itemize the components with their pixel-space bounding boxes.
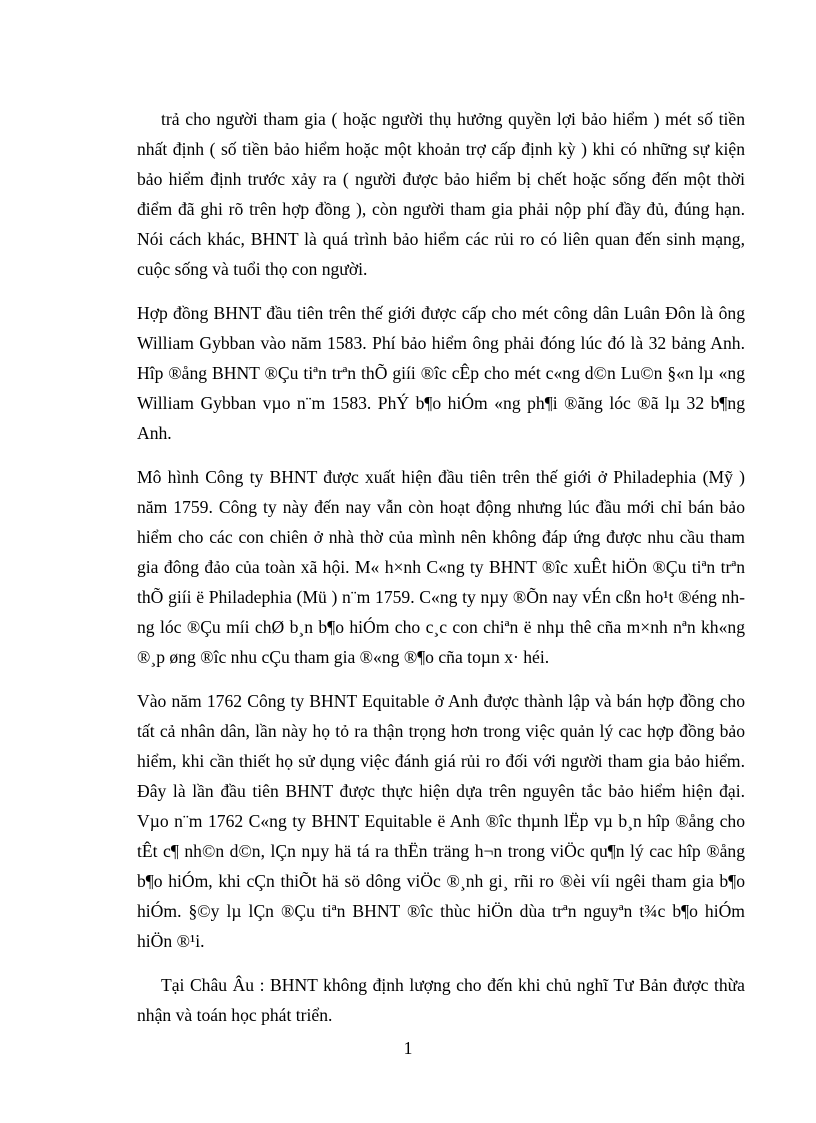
paragraph-equitable: Vào năm 1762 Công ty BHNT Equitable ở Anh được thành lập và bán hợp đồng cho tất cả nhân dân, lần này họ tỏ ra thận trọng hơn trong việc quản lý cac hợp đồng bảo hiểm, khi cần thiết họ sử dụng việc đánh giá rủi ro đối với người tham gia bảo hiểm. Đây là lần đầu tiên BHNT được thực hiện dựa trên nguyên tắc bảo hiểm hiện đại. Vµo n¨m 1762 C«ng ty BHNT Equitable ë Anh ®îc thµnh lËp vµ b¸n hîp ®ång cho tÊt c¶ nh©n d©n, lÇn nµy hä tá ra thËn träng h¬n trong viÖc qu¶n lý cac hîp ®ång b¶o hiÓm, khi cÇn thiÕt hä sö dông viÖc ®¸nh gi¸ rñi ro ®èi víi ngêi tham gia b¶o hiÓm. §©y lµ lÇn ®Çu tiªn BHNT ®îc thùc hiÖn dùa trªn nguyªn t¾c b¶o hiÓm hiÖn ®¹i. <box>137 691 745 951</box>
paragraph-first-company: Mô hình Công ty BHNT được xuất hiện đầu tiên trên thế giới ở Philadephia (Mỹ ) năm 1759. Công ty này đến nay vẫn còn hoạt động nhưng lúc đầu mới chỉ bán bảo hiểm cho các con chiên ở nhà thờ của mình nên không đáp ứng được nhu cầu tham gia đông đảo của toàn xã hội. M« h×nh C«ng ty BHNT ®îc xuÊt hiÖn ®Çu tiªn trªn thÕ giíi ë Philadephia (Mü ) n¨m 1759. C«ng ty nµy ®Õn nay vÉn cßn ho¹t ®éng nhng lóc ®Çu míi chØ b¸n b¶o hiÓm cho c¸c con chiªn ë nhµ thê cña m×nh nªn kh«ng ®¸p øng ®îc nhu cÇu tham gia ®«ng ®¶o cña toµn x· héi. <box>137 467 745 667</box>
paragraph-first-contract: Hợp đồng BHNT đầu tiên trên thế giới được cấp cho mét công dân Luân Đôn là ông William Gybban vào năm 1583. Phí bảo hiểm ông phải đóng lúc đó là 32 bảng Anh. Hîp ®ång BHNT ®Çu tiªn trªn thÕ giíi ®îc cÊp cho mét c«ng d©n Lu©n §«n lµ «ng William Gybban vµo n¨m 1583. PhÝ b¶o hiÓm «ng ph¶i ®ãng lóc ®ã lµ 32 b¶ng Anh. <box>137 303 745 443</box>
paragraph-definition: trả cho người tham gia ( hoặc người thụ hưởng quyền lợi bảo hiểm ) mét số tiền nhất định ( số tiền bảo hiểm hoặc một khoản trợ cấp định kỳ ) khi có những sự kiện bảo hiểm định trước xảy ra ( người được bảo hiểm bị chết hoặc sống đến một thời điểm đã ghi rõ trên hợp đồng ), còn người tham gia phải nộp phí đầy đủ, đúng hạn. Nói cách khác, BHNT là quá trình bảo hiểm các rủi ro có liên quan đến sinh mạng, cuộc sống và tuổi thọ con người. <box>137 109 745 279</box>
page-number: 1 <box>403 1038 413 1058</box>
paragraph-europe: Tại Châu Âu : BHNT không định lượng cho đến khi chủ nghĩ Tư Bản được thừa nhận và toán học phát triển. <box>137 975 745 1025</box>
document-body <box>137 104 745 1044</box>
